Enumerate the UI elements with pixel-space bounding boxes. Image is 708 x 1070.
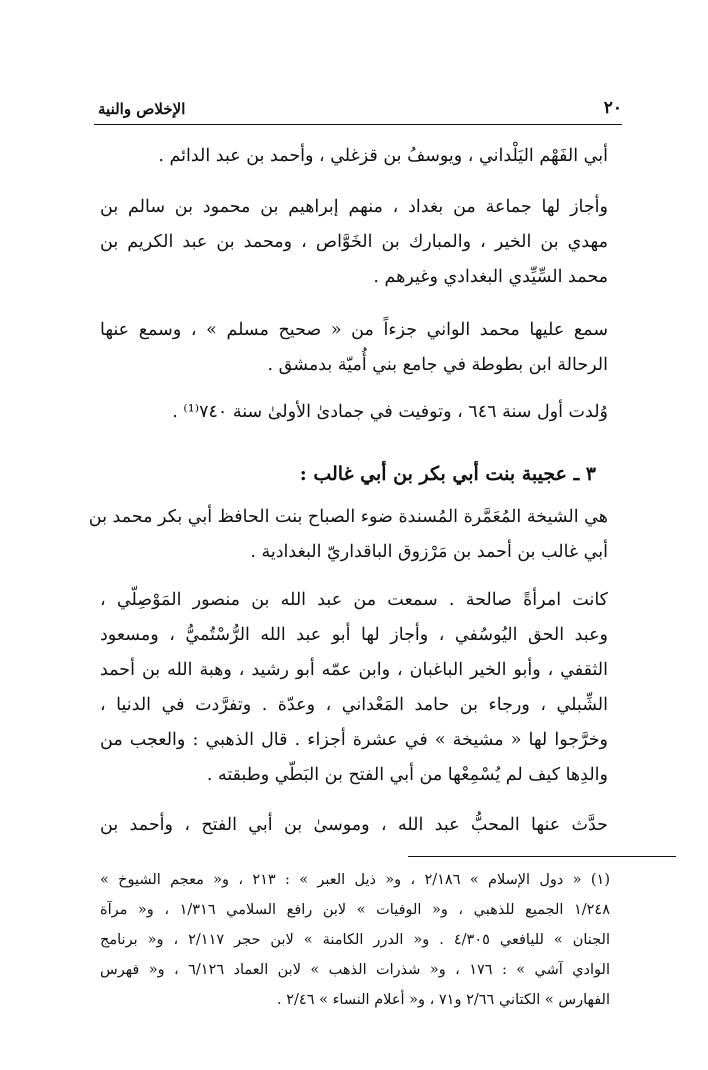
footnote-line: الفهارس » الكتاني ٢/٦٦ و٧١ ، و« أعلام النساء » ٢/٤٦ .	[277, 992, 610, 1008]
text-line: الثقفي ، وأبو الخير الباغبان ، وابن عمّه أبو رشيد ، وهبة الله بن أحمد	[100, 660, 608, 680]
text-line: وخرَّجوا لها « مشيخة » في عشرة أجزاء . قال الذهبي : والعجب من	[100, 730, 608, 750]
header-rule	[94, 124, 622, 125]
text-line: حدَّث عنها المحبُّ عبد الله ، وموسىٰ بن أبي الفتح ، وأحمد بن	[100, 815, 608, 835]
text-line: كانت امرأةً صالحة . سمعت من عبد الله بن منصور المَوْصِلّي ،	[100, 590, 608, 610]
text-line: أبي الفَهْم اليَلْداني ، ويوسفُ بن قزغلي ، وأحمد بن عبد الدائم .	[158, 146, 608, 166]
text-line: والدِها كيف لم يُسْمِعْها من أبي الفتح بن البَطّي وطبقته .	[206, 765, 608, 785]
footnote-line: الجنان » لليافعي ٤/٣٠٥ . و« الدرر الكامنة » لابن حجر ٢/١١٧ ، و« برنامج	[100, 932, 610, 948]
text-line: أبي غالب بن أحمد بن مَرْزوق الباقداريّ البغدادية .	[250, 542, 608, 562]
page-number: ٢٠	[603, 98, 622, 118]
footnote-line: (١) « دول الإسلام » ٢/١٨٦ ، و« ذيل العبر » : ٢١٣ ، و« معجم الشيوخ »	[100, 872, 610, 888]
footnote-line: ١/٢٤٨ الجميع للذهبي ، و« الوفيات » لابن رافع السلامي ١/٣١٦ ، و« مرآة	[100, 902, 610, 918]
text-line: وُلدت أول سنة ٦٤٦ ، وتوفيت في جمادىٰ الأولىٰ سنة ٧٤٠⁽¹⁾ .	[172, 402, 608, 422]
text-line: هي الشيخة المُعَمَّرة المُسندة ضوء الصباح بنت الحافظ أبي بكر محمد بن	[88, 507, 608, 527]
text-line: وعبد الحق اليُوسُفي ، وأجاز لها أبو عبد الله الرُّسْتُميُّ ، ومسعود	[100, 625, 608, 645]
text-line: سمع عليها محمد الواني جزءاً من « صحيح مسلم » ، وسمع عنها	[100, 320, 608, 340]
text-line: وأجاز لها جماعة من بغداد ، منهم إبراهيم بن محمود بن سالم بن	[100, 197, 608, 217]
text-line: محمد السِّيِّدي البغدادي وغيرهم .	[373, 267, 608, 287]
text-line: الشِّبلي ، ورجاء بن حامد المَعْداني ، وعدّة . وتفرَّدت في الدنيا ،	[100, 695, 608, 715]
text-line: الرحالة ابن بطوطة في جامع بني أُميّة بدمشق .	[267, 355, 608, 375]
footnote-line: الوادي آشي » : ١٧٦ ، و« شذرات الذهب » لابن العماد ٦/١٢٦ ، و« فهرس	[100, 962, 610, 978]
running-header-title: الإخلاص والنية	[98, 100, 186, 118]
text-line: مهدي بن الخير ، والمبارك بن الخَوَّاص ، ومحمد بن عبد الكريم بن	[100, 232, 608, 252]
section-heading: ٣ ـ عجيبة بنت أبي بكر بن أبي غالب :	[299, 463, 596, 485]
footnote-rule	[408, 856, 676, 857]
